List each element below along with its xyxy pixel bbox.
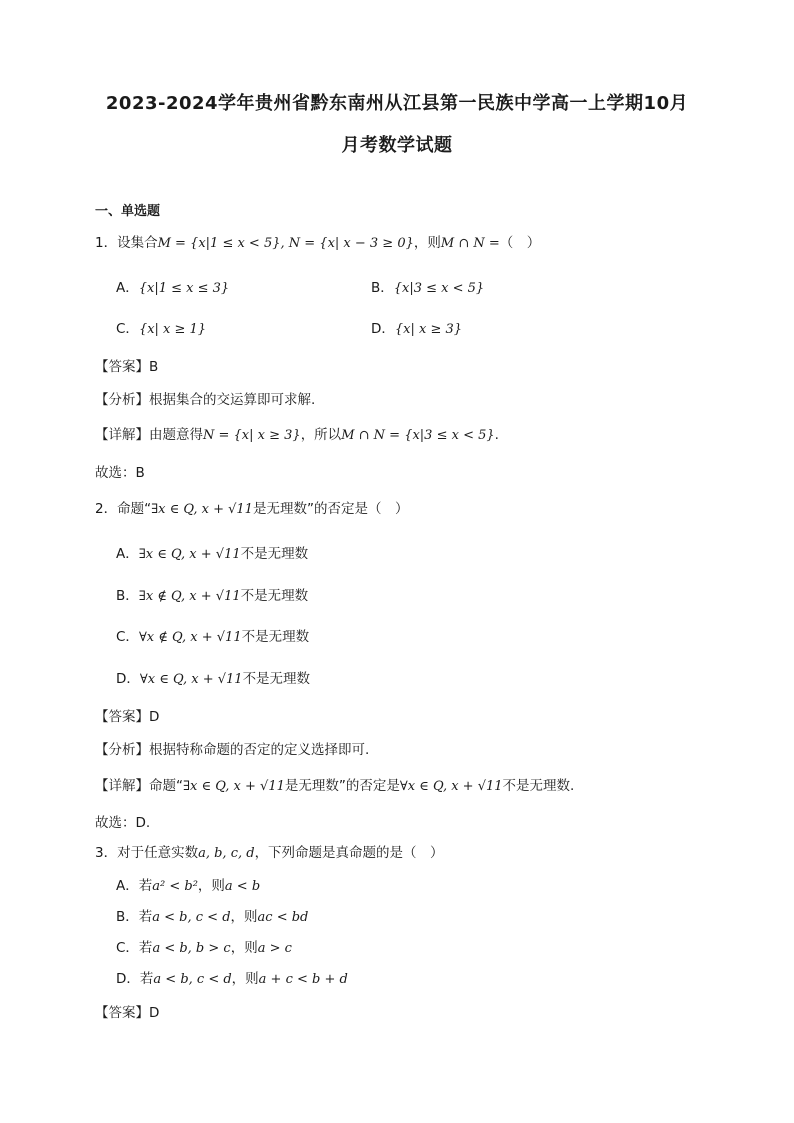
q2-option-b: [116, 587, 308, 606]
stem-text: 是无理数”的否定是（ ）: [252, 501, 409, 517]
answer-tag: 【答案】: [95, 359, 149, 375]
option-math: ∀x ∉ Q, x + √11: [138, 630, 242, 645]
option-math: ∀x ∈ Q, x + √11: [139, 672, 243, 687]
q3-option-a: [116, 877, 260, 896]
document-title-line1: 2023-2024学年贵州省黔东南州从江县第一民族中学高一上学期10月: [105, 93, 689, 114]
q1-option-d: [371, 320, 462, 339]
detail-math: ∃x ∈ Q, x + √11: [183, 779, 285, 794]
option-text: ，则: [230, 909, 258, 925]
option-text: 不是无理数: [241, 629, 310, 645]
option-math: ∃x ∈ Q, x + √11: [138, 547, 241, 562]
option-text: 不是无理数: [240, 588, 309, 604]
detail-math: M ∩ N = {x|3 ≤ x < 5}: [341, 428, 495, 443]
q1-option-c: [116, 320, 206, 339]
detail-math: N = {x| x ≥ 3}: [203, 428, 301, 443]
q1-stem: [95, 234, 540, 253]
option-label: D．若: [116, 971, 154, 987]
option-label: C．: [116, 321, 139, 337]
option-label: C．: [116, 629, 139, 645]
q1-stem-mid: ，则: [413, 235, 441, 251]
option-math: a < b, c < d: [152, 910, 231, 925]
q2-option-a: [116, 545, 308, 564]
option-label: B．: [371, 280, 394, 296]
detail-text: 不是无理数.: [502, 778, 575, 794]
q1-choose: 故选：B: [95, 465, 145, 481]
q3-option-b: [116, 908, 308, 927]
option-math: {x|3 ≤ x < 5}: [393, 281, 485, 296]
document-title-line2: 月考数学试题: [341, 135, 453, 156]
option-label: A．: [116, 280, 139, 296]
option-math: {x| x ≥ 3}: [394, 322, 463, 337]
q1-option-b: [371, 279, 484, 298]
option-label: D．: [371, 321, 395, 337]
q1-stem-suffix: （ ）: [499, 235, 541, 251]
answer-value: B: [149, 359, 159, 375]
option-text: 不是无理数: [240, 546, 309, 562]
q2-answer: [95, 708, 159, 726]
detail-math: ∀x ∈ Q, x + √11: [399, 779, 503, 794]
section-heading: 一、单选题: [95, 204, 161, 219]
q2-analysis: [95, 741, 369, 759]
answer-value: D: [149, 1005, 160, 1021]
q1-option-a: [116, 279, 229, 298]
stem-text: 2．命题“: [95, 501, 152, 517]
option-label: B．若: [116, 909, 153, 925]
option-math: a < b, b > c: [152, 941, 231, 956]
q1-detail: [95, 426, 499, 445]
q1-stem-math2: M ∩ N =: [440, 236, 500, 251]
detail-text: ，所以: [300, 427, 342, 443]
analysis-text: 根据特称命题的否定的定义选择即可.: [149, 742, 370, 758]
option-math: a > c: [257, 941, 292, 956]
option-text: ，则: [230, 940, 258, 956]
q1-analysis: [95, 391, 315, 409]
option-math: a + c < b + d: [258, 972, 348, 987]
detail-tag: 【详解】: [95, 778, 149, 794]
stem-text: ，下列命题是真命题的是（ ）: [254, 845, 444, 861]
q2-choose: 故选：D.: [95, 815, 151, 831]
answer-tag: 【答案】: [95, 709, 149, 725]
analysis-tag: 【分析】: [95, 742, 149, 758]
option-text: ，则: [197, 878, 225, 894]
detail-text: 由题意得: [149, 427, 203, 443]
detail-text: .: [494, 427, 499, 443]
option-label: B．: [116, 588, 139, 604]
option-math: a² < b²: [152, 879, 198, 894]
option-math: {x| x ≥ 1}: [138, 322, 207, 337]
option-label: A．若: [116, 878, 153, 894]
detail-tag: 【详解】: [95, 427, 149, 443]
option-math: a < b, c < d: [153, 972, 232, 987]
q2-stem: [95, 500, 408, 519]
option-text: ，则: [231, 971, 259, 987]
q1-stem-prefix: 1．设集合: [95, 235, 158, 251]
stem-math: a, b, c, d: [198, 846, 255, 861]
q2-option-c: [116, 628, 309, 647]
q3-option-d: [116, 970, 348, 989]
answer-value: D: [149, 709, 160, 725]
analysis-tag: 【分析】: [95, 392, 149, 408]
answer-tag: 【答案】: [95, 1005, 149, 1021]
q3-stem: [95, 844, 444, 863]
option-label: C．若: [116, 940, 153, 956]
option-label: D．: [116, 671, 140, 687]
analysis-text: 根据集合的交运算即可求解.: [149, 392, 316, 408]
option-label: A．: [116, 546, 139, 562]
q2-option-d: [116, 670, 310, 689]
option-math: ∃x ∉ Q, x + √11: [138, 589, 241, 604]
stem-math: ∃x ∈ Q, x + √11: [151, 502, 253, 517]
stem-text: 3．对于任意实数: [95, 845, 199, 861]
option-text: 不是无理数: [242, 671, 311, 687]
detail-text: 命题“: [149, 778, 183, 794]
q3-answer: [95, 1004, 159, 1022]
q2-detail: [95, 777, 574, 796]
option-math: {x|1 ≤ x ≤ 3}: [138, 281, 230, 296]
detail-text: 是无理数”的否定是: [284, 778, 400, 794]
option-math: a < b: [224, 879, 261, 894]
q1-answer: [95, 358, 158, 376]
option-math: ac < bd: [257, 910, 309, 925]
q1-stem-math1: M = {x|1 ≤ x < 5}, N = {x| x − 3 ≥ 0}: [157, 236, 414, 251]
q3-option-c: [116, 939, 292, 958]
